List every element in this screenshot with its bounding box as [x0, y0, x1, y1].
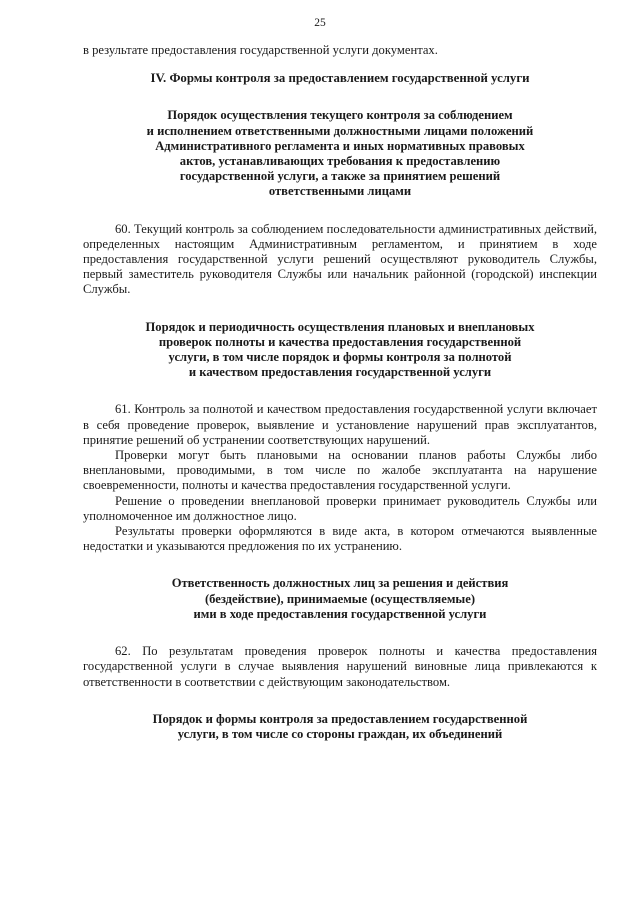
heading-line: Порядок и формы контроля за предоставлением государственной [152, 711, 528, 726]
heading-block-4 [83, 712, 597, 742]
heading-line: Порядок и периодичность осуществления плановых и внеплановых [145, 319, 535, 334]
heading-line: услуги, в том числе со стороны граждан, их объединений [177, 726, 503, 741]
heading-line: ответственными лицами [268, 184, 412, 199]
heading-line: актов, устанавливающих требования к предоставлению [179, 154, 501, 169]
heading-line: услуги, в том числе порядок и формы контроля за полнотой [168, 350, 512, 365]
heading-line: ими в ходе предоставления государственной услуги [193, 606, 487, 621]
heading-line: Административного регламента и иных нормативных правовых [155, 138, 525, 153]
section-title: IV. Формы контроля за предоставлением государственной услуги [150, 71, 530, 86]
document-body [83, 43, 597, 742]
paragraph: Проверки могут быть плановыми на основании планов работы Службы либо внеплановыми, проводимыми, в том числе по жалобе эксплуатанта на нарушение своевременности, полноты и качества предоставления государственной услуги. [83, 448, 597, 493]
heading-line: (бездействие), принимаемые (осуществляемые) [204, 591, 476, 606]
heading-line: и качеством предоставления государственной услуги [188, 365, 492, 380]
heading-line: и исполнением ответственными должностными лицами положений [146, 123, 534, 138]
intro-line: в результате предоставления государственной услуги документах. [83, 43, 438, 57]
heading-line: государственной услуги, а также за принятием решений [179, 169, 501, 184]
heading-block-3 [83, 576, 597, 622]
heading-line: Порядок осуществления текущего контроля за соблюдением [167, 108, 513, 123]
paragraph: Результаты проверки оформляются в виде акта, в котором отмечаются выявленные недостатки и указываются предложения по их устранению. [83, 524, 597, 554]
heading-line: проверок полноты и качества предоставления государственной [158, 334, 522, 349]
heading-block-1 [83, 108, 597, 199]
paragraph: Решение о проведении внеплановой проверки принимает руководитель Службы или уполномоченное им должностное лицо. [83, 493, 597, 523]
heading-line: Ответственность должностных лиц за решения и действия [171, 576, 509, 591]
paragraph-60: 60. Текущий контроль за соблюдением последовательности административных действий, определенных настоящим Административным регламентом, и принятием в ходе предоставления государственной услуги решений осуществляют руководитель Службы, первый заместитель руководителя Службы или начальник районной (городской) инспекции Службы. [83, 221, 597, 297]
page-number: 25 [314, 17, 326, 29]
paragraph-62: 62. По результатам проведения проверок полноты и качества предоставления государственной услуги в случае выявления нарушений виновные лица привлекаются к ответственности в соответствии с действующим законодательством. [83, 644, 597, 689]
paragraph-61: 61. Контроль за полнотой и качеством предоставления государственной услуги включает в себя проведение проверок, выявление и установление нарушений прав эксплуатантов, принятие решений об устранении соответствующих нарушений. [83, 402, 597, 447]
heading-block-2 [83, 320, 597, 381]
